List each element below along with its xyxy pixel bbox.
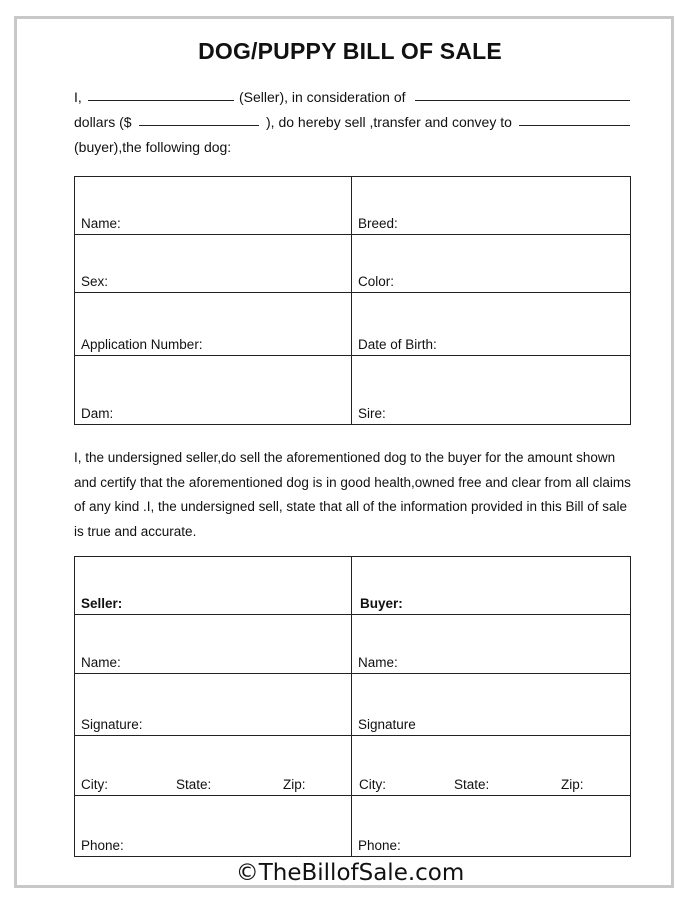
- breed-label: Breed:: [358, 216, 398, 231]
- document-title: DOG/PUPPY BILL OF SALE: [198, 38, 502, 64]
- intro-text-convey: ), do hereby sell ,transfer and convey to: [266, 114, 512, 130]
- dog-details-table: [74, 176, 631, 425]
- seller-signature-cell[interactable]: [75, 674, 352, 736]
- buyer-name-label: Name:: [358, 655, 398, 670]
- application-number-label: Application Number:: [81, 337, 203, 352]
- footer-watermark: ©TheBillofSale.com: [235, 860, 465, 886]
- intro-text-seller: (Seller), in consideration of: [239, 89, 406, 105]
- breed-cell[interactable]: [352, 177, 631, 235]
- sire-cell[interactable]: [352, 356, 631, 425]
- seller-name-label: Name:: [81, 655, 121, 670]
- seller-name-blank[interactable]: [88, 100, 234, 101]
- color-cell[interactable]: [352, 235, 631, 293]
- date-of-birth-cell[interactable]: [352, 293, 631, 356]
- sire-label: Sire:: [358, 406, 386, 421]
- seller-address-cell[interactable]: [75, 736, 352, 796]
- seller-heading: Seller:: [81, 596, 123, 611]
- amount-blank[interactable]: [139, 125, 259, 126]
- buyer-phone-label: Phone:: [358, 838, 401, 853]
- buyer-phone-cell[interactable]: [352, 796, 631, 857]
- seller-statement: I, the undersigned seller,do sell the aforementioned dog to the buyer for the amount shown and certify that the aforementioned dog is in good health,owned free and clear from all claims of any kind .I, the undersigned sell, state that all of the information provided in this Bill of sale is true and accurate.: [74, 450, 631, 539]
- intro-text-dollars: dollars ($: [74, 114, 132, 130]
- buyer-zip-label: Zip:: [561, 777, 584, 792]
- buyer-heading-cell: [352, 557, 631, 615]
- buyer-signature-label: Signature: [358, 717, 416, 732]
- buyer-name-blank[interactable]: [519, 125, 630, 126]
- buyer-address-cell[interactable]: [352, 736, 631, 796]
- buyer-signature-cell[interactable]: [352, 674, 631, 736]
- seller-phone-label: Phone:: [81, 838, 124, 853]
- seller-name-cell[interactable]: [75, 615, 352, 674]
- dam-cell[interactable]: [75, 356, 352, 425]
- seller-heading-cell: [75, 557, 352, 615]
- seller-zip-label: Zip:: [283, 777, 306, 792]
- seller-state-label: State:: [176, 777, 212, 792]
- dam-label: Dam:: [81, 406, 114, 421]
- intro-text-i: I,: [74, 89, 82, 105]
- color-label: Color:: [358, 274, 395, 289]
- dog-name-cell[interactable]: [75, 177, 352, 235]
- buyer-state-label: State:: [454, 777, 490, 792]
- parties-table: [74, 556, 631, 857]
- intro-text-buyer: (buyer),the following dog:: [74, 139, 232, 155]
- consideration-blank[interactable]: [415, 100, 630, 101]
- application-number-cell[interactable]: [75, 293, 352, 356]
- sex-label: Sex:: [81, 274, 109, 289]
- buyer-city-label: City:: [359, 777, 386, 792]
- date-of-birth-label: Date of Birth:: [358, 337, 437, 352]
- seller-signature-label: Signature:: [81, 717, 143, 732]
- seller-city-label: City:: [81, 777, 108, 792]
- dog-name-label: Name:: [81, 216, 121, 231]
- sex-cell[interactable]: [75, 235, 352, 293]
- seller-phone-cell[interactable]: [75, 796, 352, 857]
- buyer-name-cell[interactable]: [352, 615, 631, 674]
- buyer-heading: Buyer:: [360, 596, 403, 611]
